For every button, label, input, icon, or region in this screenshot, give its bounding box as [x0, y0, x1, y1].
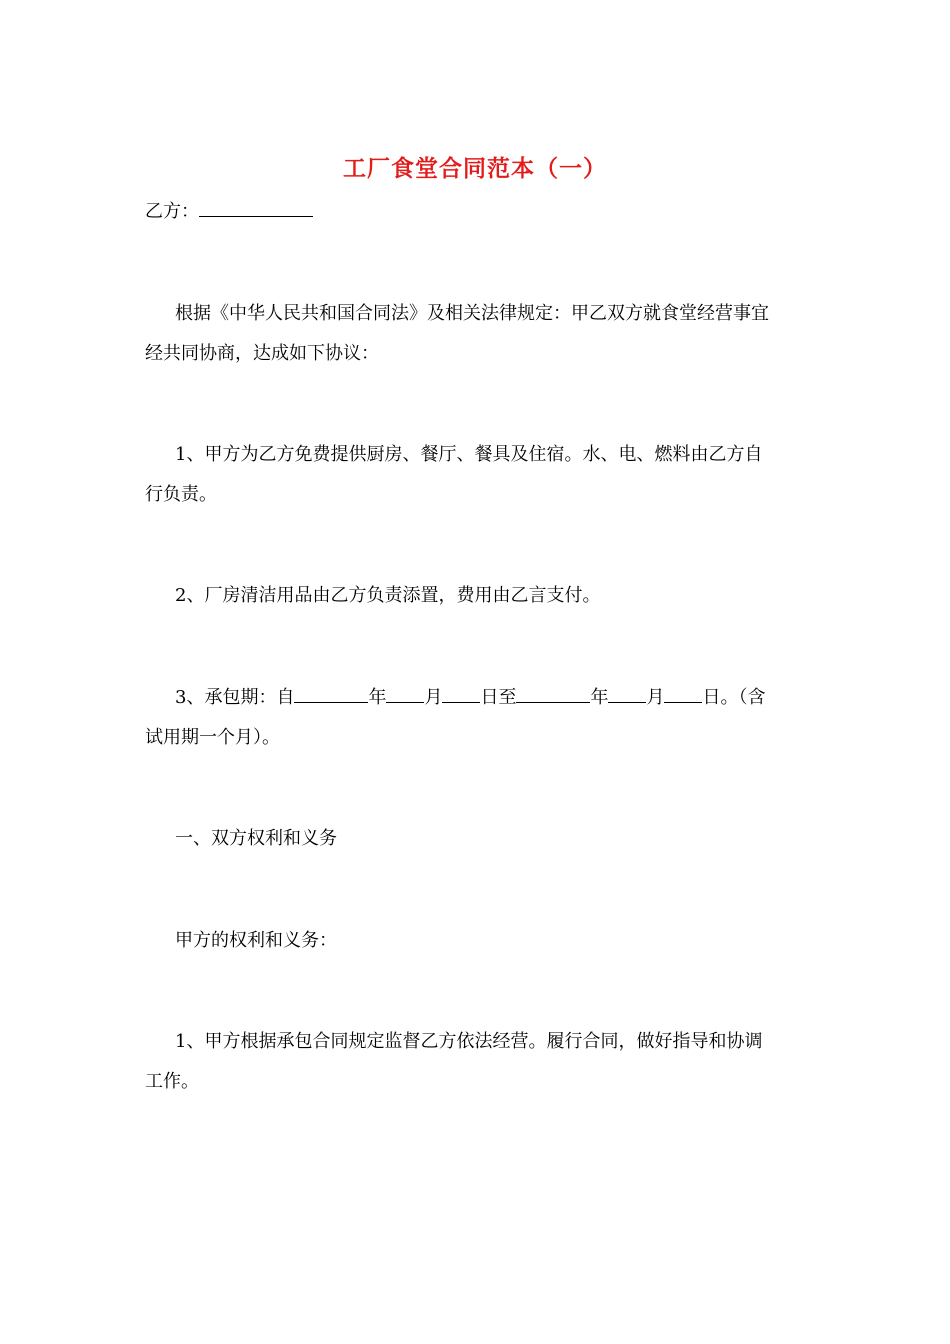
start-day-blank [442, 680, 480, 703]
preamble-line-2: 经共同协商，达成如下协议： [145, 343, 379, 364]
end-day-blank [664, 680, 702, 703]
party-b-line [145, 194, 810, 230]
clause-3-line-2: 试用期一个月）。 [145, 727, 280, 748]
year-label: 年 [368, 687, 387, 708]
clause-3-prefix: 3、承包期：自 [175, 687, 295, 708]
a-duty-1-line-1: 1、甲方根据承包合同规定监督乙方依法经营。履行合同，做好指导和协调 [175, 1031, 763, 1052]
section-1-heading: 一、双方权利和义务 [175, 828, 337, 849]
month-label-2: 月 [646, 687, 665, 708]
clause-1-line-1: 1、甲方为乙方免费提供厨房、餐厅、餐具及住宿。水、电、燃料由乙方自 [175, 444, 763, 465]
start-month-blank [386, 680, 424, 703]
party-b-blank [199, 194, 313, 217]
end-year-blank [516, 680, 590, 703]
clause-3-line-1 [145, 680, 840, 716]
day-to-label: 日至 [480, 687, 517, 708]
day-end-label: 日。（含 [702, 687, 766, 708]
a-duty-1-line-2: 工作。 [145, 1071, 199, 1092]
clause-1-line-2: 行负责。 [145, 484, 217, 505]
party-b-label: 乙方： [145, 201, 199, 222]
year-label-2: 年 [590, 687, 609, 708]
clause-2: 2、厂房清洁用品由乙方负责添置，费用由乙言支付。 [175, 585, 601, 606]
month-label: 月 [424, 687, 443, 708]
preamble-line-1: 根据《中华人民共和国合同法》及相关法律规定：甲乙双方就食堂经营事宜 [175, 303, 769, 324]
party-a-heading: 甲方的权利和义务： [175, 930, 337, 951]
start-year-blank [294, 680, 368, 703]
end-month-blank [608, 680, 646, 703]
document-title: 工厂食堂合同范本（一） [343, 155, 607, 182]
